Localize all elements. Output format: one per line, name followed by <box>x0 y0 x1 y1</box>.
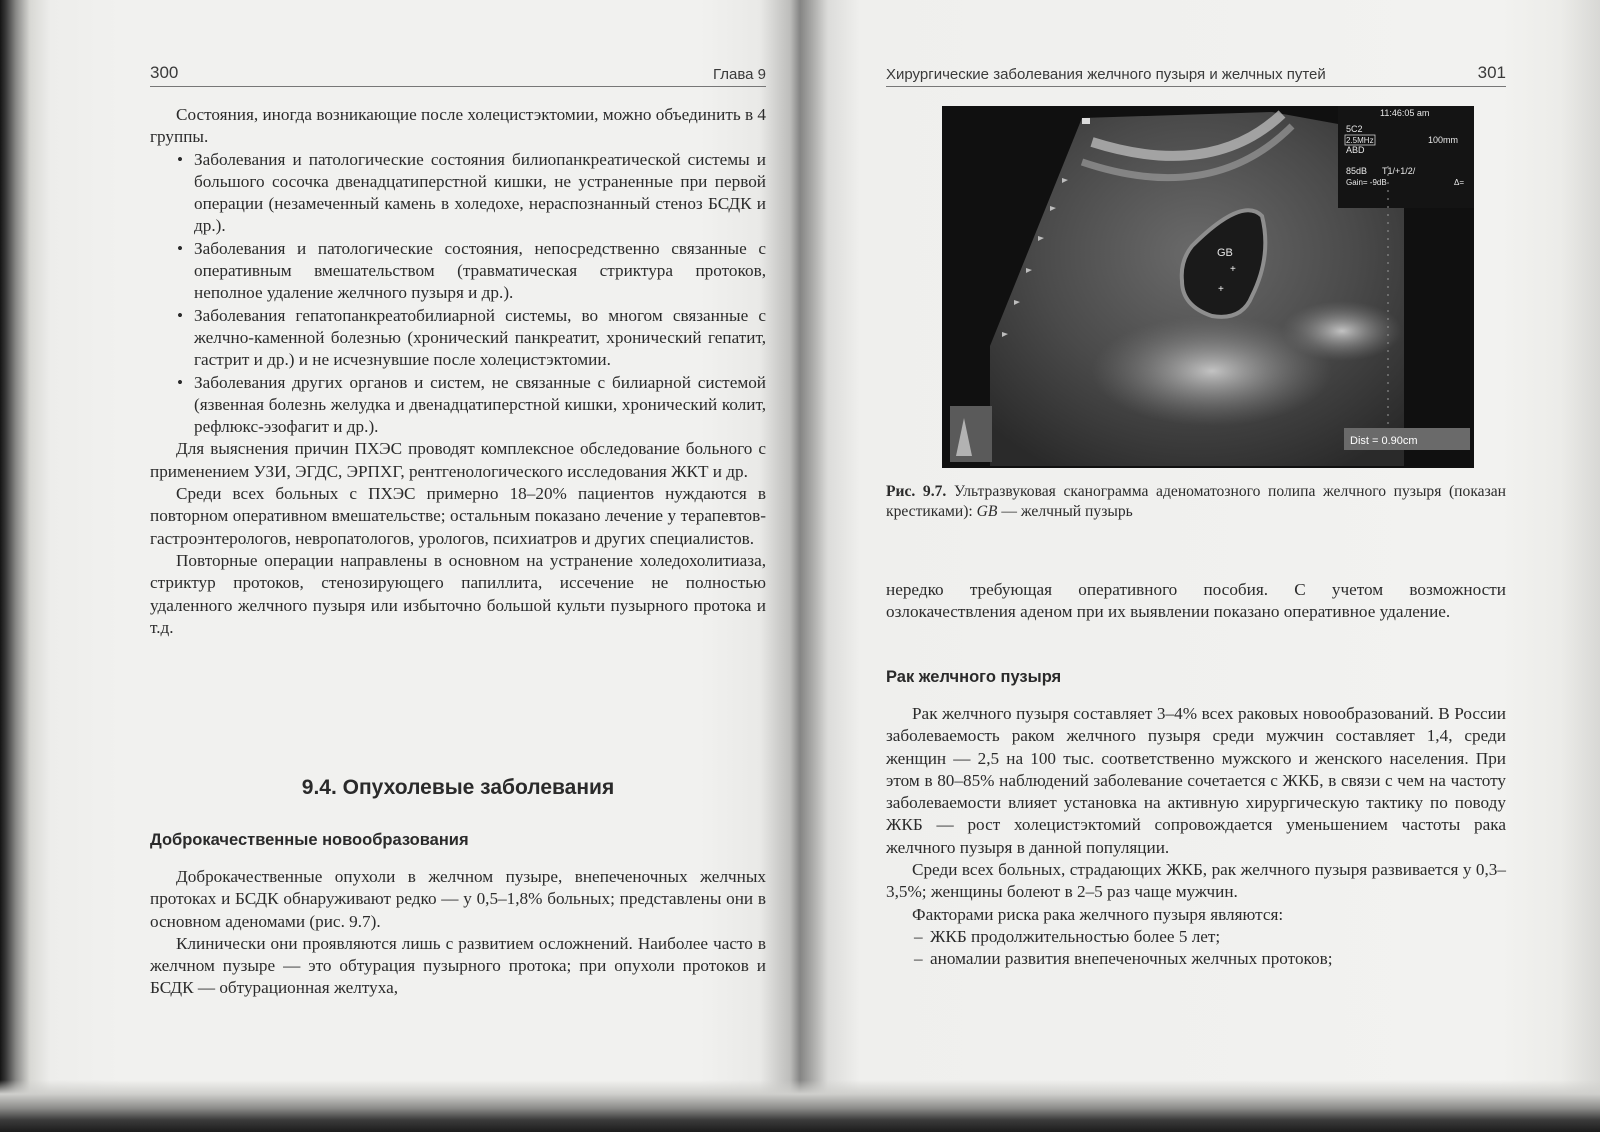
page-number: 301 <box>1477 63 1506 82</box>
condition-groups-list <box>150 149 766 439</box>
gain-readout: Gain= -9dB <box>1346 178 1387 187</box>
risk-factors-list <box>886 926 1506 971</box>
bullet-icon: • <box>177 372 184 392</box>
dash-icon: – <box>914 926 923 946</box>
cancer-paragraph-1: Рак желчного пузыря составляет 3–4% всех раковых новообразований. В России заболеваемость раком желчного пузыря среди мужчин составляет 1,4, среди женщин — 2,5 на 100 тыс. соответственно мужского и женского населения. При этом в 80–85% наблюдений заболевание сочетается с ЖКБ, в связи с чем на частоту заболеваемости влияет установка на активную хирургическую тактику по поводу ЖКБ — рост холецистэктомий сопровождается уменьшением частоты рака желчного пузыря в данной популяции. <box>886 704 1506 857</box>
mode-readout: ABD <box>1346 145 1365 155</box>
bullet-icon: • <box>177 149 184 169</box>
list-item: • Заболевания и патологические состояния, непосредственно связанные с оперативным вмешательством (травматическая стриктура протоков, неполное удаление желчного пузыря и др.). <box>177 238 766 303</box>
bottom-scan-shadow <box>0 1080 1600 1132</box>
list-item: • Заболевания других органов и систем, не связанные с билиарной системой (язвенная болезнь желудка и двенадцатиперстной кишки, хронический колит, рефлюкс-эзофагит и др.). <box>177 372 766 437</box>
caliper-cross-icon: + <box>1218 284 1224 295</box>
list-item: • Заболевания гепатопанкреатобилиарной системы, во многом связанные с желчно-каменной болезнью (хронический панкреатит, хронический гепатит, гастрит и др.) и не исчезнувшие после холецистэктомии. <box>177 305 766 370</box>
probe-readout: 5C2 <box>1346 124 1363 134</box>
continuation-paragraph: нередко требующая оперативного пособия. С учетом возможности озлокачествления аденом при их выявлении показано оперативное удаление. <box>886 580 1506 622</box>
hyperechoic-region <box>1282 301 1402 361</box>
benign-paragraph-2: Клинически они проявляются лишь с развитием осложнений. Наиболее часто в желчном пузыре — это обтурация пузырного протока; при опухоли протоков и БСДК — обтурационная желтуха, <box>150 933 766 998</box>
orientation-marker-icon <box>1082 118 1090 124</box>
caption-abbr: GB <box>976 503 998 520</box>
risk-intro-paragraph: Факторами риска рака желчного пузыря являются: <box>912 904 1284 924</box>
delta-readout: Δ= <box>1454 178 1465 187</box>
ultrasound-figure <box>942 106 1474 468</box>
caption-text: Ультразвуковая сканограмма аденоматозного полипа желчного пузыря (показан крестиками): <box>886 483 1507 520</box>
caption-label: Рис. 9.7. <box>886 483 947 500</box>
chapter-label: Глава 9 <box>712 66 766 83</box>
gb-label: GB <box>1217 247 1233 259</box>
bullet-icon: • <box>177 305 184 325</box>
t-setting-readout: T1/+1/2/ <box>1382 166 1416 176</box>
subsection-title: Доброкачественные новообразования <box>150 831 469 849</box>
list-item: – ЖКБ продолжительностью более 5 лет; <box>886 926 1506 948</box>
ultrasound-image <box>942 106 1474 468</box>
running-header-right <box>886 62 1506 87</box>
reoperations-paragraph: Повторные операции направлены в основном на устранение холедохолитиаза, стриктур протоков, стенозирующего папиллита, иссечение не полностью удаленного желчного пузыря или избыточно большой культи пузырного протока и т.д. <box>150 550 766 637</box>
left-benign-text <box>150 866 766 1000</box>
db-readout: 85dB <box>1346 166 1368 176</box>
page-number: 300 <box>150 63 179 82</box>
benign-paragraph-1: Доброкачественные опухоли в желчном пузыре, внепеченочных желчных протоках и БСДК обнаруживают редко — у 0,5–1,8% больных; представлены они в основном аденомами (рис. 9.7). <box>150 867 766 931</box>
left-body-text <box>150 104 766 639</box>
subsection-title: Рак желчного пузыря <box>886 668 1062 686</box>
diagnosis-paragraph: Для выяснения причин ПХЭС проводят комплексное обследование больного с применением УЗИ, ЭГДС, ЭРПХГ, рентгенологического исследования ЖКТ и др. <box>150 439 766 481</box>
depth-readout: 100mm <box>1428 135 1459 145</box>
cancer-paragraph-2: Среди всех больных, страдающих ЖКБ, рак желчного пузыря развивается у 0,3–3,5%; женщины болеют в 2–5 раз чаще мужчин. <box>886 860 1506 902</box>
intro-paragraph: Состояния, иногда возникающие после холецистэктомии, можно объединить в 4 группы. <box>150 105 766 147</box>
figure-caption <box>886 482 1506 522</box>
running-header-left <box>150 62 766 87</box>
info-panel <box>1338 106 1474 208</box>
frequency-readout: 2.5MHz <box>1346 136 1374 145</box>
bullet-icon: • <box>177 238 184 258</box>
chapter-running-title: Хирургические заболевания желчного пузыря и желчных путей <box>886 66 1326 83</box>
right-cancer-text <box>886 703 1506 971</box>
caption-tail: — желчный пузырь <box>1001 503 1133 520</box>
list-item: • Заболевания и патологические состояния билиопанкреатической системы и большого сосочка двенадцатиперстной кишки, не устраненные при первой операции (незамеченный камень в холедохе, нераспознанный стеноз БСДК и др.). <box>177 149 766 236</box>
right-continuation-text <box>886 579 1506 624</box>
caliper-cross-icon: + <box>1230 264 1236 275</box>
time-readout: 11:46:05 am <box>1380 108 1430 118</box>
treatment-paragraph: Среди всех больных с ПХЭС примерно 18–20% пациентов нуждаются в повторном оперативном вмешательстве; остальным показано лечение у терапевтов-гастроэнтерологов, невропатологов, урологов, психиатров и других специалистов. <box>150 484 766 548</box>
list-item: – аномалии развития внепеченочных желчных протоков; <box>886 948 1506 970</box>
section-title: 9.4. Опухолевые заболевания <box>301 776 615 799</box>
dash-icon: – <box>914 949 923 969</box>
distance-readout: Dist = 0.90cm <box>1350 435 1418 447</box>
